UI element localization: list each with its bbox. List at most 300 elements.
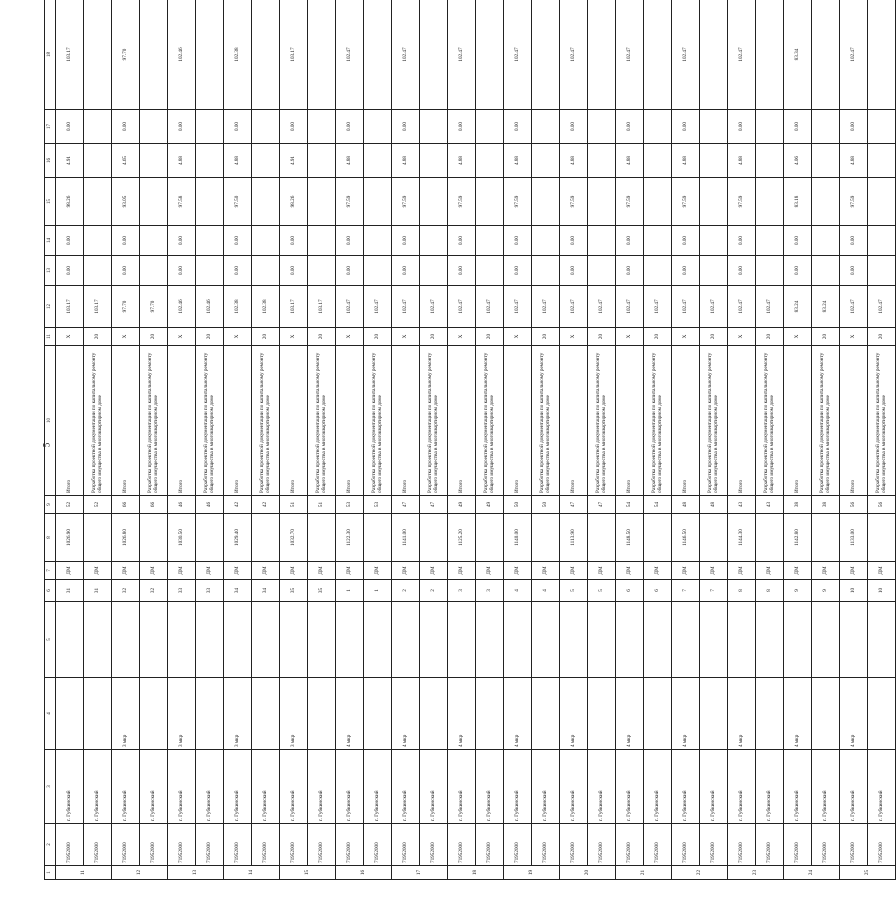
- empty-cell: [308, 226, 336, 256]
- unit: ДМ: [308, 562, 336, 580]
- table-row: [140, 0, 168, 880]
- empty-cell: [476, 514, 504, 562]
- code-9: 51: [280, 496, 308, 514]
- col-12: 102.47: [700, 286, 728, 328]
- header-cell: 8: [45, 514, 56, 562]
- empty-cell: [56, 602, 84, 678]
- empty-cell: [644, 110, 672, 144]
- col-16: 4.88: [672, 144, 700, 178]
- table-row: [728, 0, 756, 880]
- col-11: 20: [532, 328, 560, 346]
- col-11: X: [840, 328, 868, 346]
- code-9: 43: [756, 496, 784, 514]
- unit: ДМ: [56, 562, 84, 580]
- col-12: 103.17: [56, 286, 84, 328]
- empty-cell: [532, 514, 560, 562]
- address: 3 мкр: [224, 678, 252, 750]
- col-15: 97.59: [728, 178, 756, 226]
- header-cell: 14: [45, 226, 56, 256]
- empty-cell: [420, 226, 448, 256]
- table-row: [280, 0, 308, 880]
- table-row: [532, 0, 560, 880]
- col-16: 4.88: [336, 144, 364, 178]
- col-18: 97.70: [112, 0, 140, 110]
- col-13: 0.00: [56, 256, 84, 286]
- empty-cell: [476, 144, 504, 178]
- col-11: 20: [700, 328, 728, 346]
- col-18: 102.38: [224, 0, 252, 110]
- oktmo-code: 71952000: [252, 824, 280, 866]
- row-number: 25: [840, 866, 896, 880]
- col-12: 102.47: [392, 286, 420, 328]
- settlement: г. Губкинский: [812, 750, 840, 824]
- col-12: 102.47: [728, 286, 756, 328]
- unit: ДМ: [140, 562, 168, 580]
- unit: ДМ: [728, 562, 756, 580]
- empty-cell: [868, 0, 896, 110]
- area-value: 1030.50: [168, 514, 196, 562]
- empty-cell: [280, 602, 308, 678]
- settlement: г. Губкинский: [252, 750, 280, 824]
- empty-cell: [868, 144, 896, 178]
- unit: ДМ: [168, 562, 196, 580]
- code-9: 46: [196, 496, 224, 514]
- work-description: Разработка проектной документации по капитальному ремонту общего имущества в многоквартирном доме: [420, 346, 448, 496]
- house-number: 2: [420, 580, 448, 602]
- work-description: Итого: [728, 346, 756, 496]
- empty-cell: [756, 514, 784, 562]
- unit: ДМ: [196, 562, 224, 580]
- row-number: 24: [784, 866, 840, 880]
- house-number: 7: [672, 580, 700, 602]
- empty-cell: [644, 256, 672, 286]
- col-11: 20: [476, 328, 504, 346]
- settlement: г. Губкинский: [364, 750, 392, 824]
- empty-cell: [252, 226, 280, 256]
- header-cell: 6: [45, 580, 56, 602]
- oktmo-code: 71952000: [868, 824, 896, 866]
- empty-cell: [868, 226, 896, 256]
- settlement: г. Губкинский: [588, 750, 616, 824]
- col-11: X: [112, 328, 140, 346]
- col-14: 0.00: [112, 226, 140, 256]
- col-15: 83.18: [784, 178, 812, 226]
- settlement: г. Губкинский: [784, 750, 812, 824]
- oktmo-code: 71952000: [196, 824, 224, 866]
- col-11: X: [560, 328, 588, 346]
- table-row: [868, 0, 896, 880]
- oktmo-code: 71952000: [84, 824, 112, 866]
- work-description: Итого: [280, 346, 308, 496]
- header-cell: 10: [45, 346, 56, 496]
- area-value: 1140.00: [504, 514, 532, 562]
- house-number: 33: [196, 580, 224, 602]
- empty-cell: [364, 226, 392, 256]
- area-value: 1144.30: [728, 514, 756, 562]
- empty-cell: [700, 0, 728, 110]
- empty-cell: [532, 678, 560, 750]
- col-12: 102.46: [168, 286, 196, 328]
- empty-cell: [588, 514, 616, 562]
- empty-cell: [84, 602, 112, 678]
- capital-repair-table: [44, 0, 896, 880]
- col-15: 97.58: [168, 178, 196, 226]
- col-12: 102.47: [756, 286, 784, 328]
- empty-cell: [812, 0, 840, 110]
- oktmo-code: 71952000: [644, 824, 672, 866]
- col-12: 102.47: [532, 286, 560, 328]
- empty-cell: [196, 226, 224, 256]
- col-18: 83.34: [784, 0, 812, 110]
- work-description: Разработка проектной документации по капитальному ремонту общего имущества в многоквартирном доме: [812, 346, 840, 496]
- oktmo-code: 71952000: [840, 824, 868, 866]
- address: 3 мкр: [280, 678, 308, 750]
- col-18: 102.47: [448, 0, 476, 110]
- unit: ДМ: [504, 562, 532, 580]
- empty-cell: [840, 602, 868, 678]
- empty-cell: [168, 602, 196, 678]
- work-description: Итого: [336, 346, 364, 496]
- empty-cell: [364, 0, 392, 110]
- empty-cell: [476, 602, 504, 678]
- oktmo-code: 71952000: [672, 824, 700, 866]
- table-row: [252, 0, 280, 880]
- house-number: 5: [560, 580, 588, 602]
- settlement: г. Губкинский: [840, 750, 868, 824]
- col-13: 0.00: [280, 256, 308, 286]
- empty-cell: [476, 256, 504, 286]
- empty-cell: [252, 144, 280, 178]
- table-row: [84, 0, 112, 880]
- empty-cell: [644, 0, 672, 110]
- oktmo-code: 71952000: [532, 824, 560, 866]
- empty-cell: [588, 0, 616, 110]
- col-15: 97.59: [392, 178, 420, 226]
- table-body: [45, 0, 896, 880]
- settlement: г. Губкинский: [336, 750, 364, 824]
- settlement: г. Губкинский: [140, 750, 168, 824]
- address: 4 мкр: [560, 678, 588, 750]
- empty-cell: [644, 144, 672, 178]
- oktmo-code: 71952000: [56, 824, 84, 866]
- row-number: 16: [336, 866, 392, 880]
- empty-cell: [364, 514, 392, 562]
- empty-cell: [756, 256, 784, 286]
- code-9: 47: [588, 496, 616, 514]
- area-value: 1146.50: [672, 514, 700, 562]
- table-row: [336, 0, 364, 880]
- header-cell: 13: [45, 256, 56, 286]
- area-value: 1029.40: [224, 514, 252, 562]
- empty-cell: [560, 602, 588, 678]
- work-description: Разработка проектной документации по капитальному ремонту общего имущества в многоквартирном доме: [868, 346, 896, 496]
- col-18: 102.47: [840, 0, 868, 110]
- work-description: Итого: [840, 346, 868, 496]
- empty-cell: [588, 602, 616, 678]
- empty-cell: [812, 226, 840, 256]
- col-15: 97.59: [560, 178, 588, 226]
- house-number: 32: [112, 580, 140, 602]
- empty-cell: [84, 678, 112, 750]
- col-11: X: [280, 328, 308, 346]
- col-12: 97.70: [112, 286, 140, 328]
- col-13: 0.00: [840, 256, 868, 286]
- empty-cell: [252, 514, 280, 562]
- col-11: 20: [364, 328, 392, 346]
- col-13: 0.00: [392, 256, 420, 286]
- empty-cell: [196, 144, 224, 178]
- col-14: 0.00: [728, 226, 756, 256]
- col-15: 97.59: [504, 178, 532, 226]
- empty-cell: [196, 110, 224, 144]
- work-description: Итого: [224, 346, 252, 496]
- address: 4 мкр: [784, 678, 812, 750]
- area-value: 1142.80: [784, 514, 812, 562]
- col-15: 97.59: [616, 178, 644, 226]
- col-13: 0.00: [224, 256, 252, 286]
- unit: ДМ: [84, 562, 112, 580]
- work-description: Разработка проектной документации по капитальному ремонту общего имущества в многоквартирном доме: [140, 346, 168, 496]
- empty-cell: [308, 178, 336, 226]
- empty-cell: [196, 514, 224, 562]
- empty-cell: [140, 0, 168, 110]
- col-12: 103.17: [84, 286, 112, 328]
- col-11: X: [392, 328, 420, 346]
- col-18: 102.47: [560, 0, 588, 110]
- empty-cell: [532, 0, 560, 110]
- house-number: 31: [56, 580, 84, 602]
- row-number: 23: [728, 866, 784, 880]
- work-description: Итого: [168, 346, 196, 496]
- col-17: 0.00: [448, 110, 476, 144]
- unit: ДМ: [280, 562, 308, 580]
- empty-cell: [364, 256, 392, 286]
- work-description: Итого: [672, 346, 700, 496]
- header-cell: 4: [45, 678, 56, 750]
- col-12: 102.47: [504, 286, 532, 328]
- empty-cell: [140, 678, 168, 750]
- unit: ДМ: [784, 562, 812, 580]
- address: 4 мкр: [672, 678, 700, 750]
- empty-cell: [308, 0, 336, 110]
- col-14: 0.00: [392, 226, 420, 256]
- col-13: 0.00: [560, 256, 588, 286]
- col-15: 97.59: [840, 178, 868, 226]
- col-16: 4.91: [56, 144, 84, 178]
- empty-cell: [532, 256, 560, 286]
- code-9: 42: [224, 496, 252, 514]
- empty-cell: [476, 110, 504, 144]
- house-number: 5: [588, 580, 616, 602]
- empty-cell: [868, 256, 896, 286]
- header-cell: 12: [45, 286, 56, 328]
- code-9: 48: [700, 496, 728, 514]
- empty-cell: [420, 110, 448, 144]
- code-9: 48: [672, 496, 700, 514]
- col-18: 102.46: [168, 0, 196, 110]
- empty-cell: [196, 178, 224, 226]
- header-row: [45, 0, 56, 880]
- settlement: г. Губкинский: [672, 750, 700, 824]
- work-description: Разработка проектной документации по капитальному ремонту общего имущества в многоквартирном доме: [700, 346, 728, 496]
- col-16: 4.91: [280, 144, 308, 178]
- col-14: 0.00: [336, 226, 364, 256]
- empty-cell: [140, 514, 168, 562]
- empty-cell: [364, 602, 392, 678]
- col-13: 0.00: [504, 256, 532, 286]
- header-cell: 18: [45, 0, 56, 110]
- oktmo-code: 71952000: [588, 824, 616, 866]
- empty-cell: [868, 110, 896, 144]
- empty-cell: [700, 256, 728, 286]
- address: 4 мкр: [840, 678, 868, 750]
- empty-cell: [420, 602, 448, 678]
- col-14: 0.00: [840, 226, 868, 256]
- code-9: 47: [560, 496, 588, 514]
- work-description: Разработка проектной документации по капитальному ремонту общего имущества в многоквартирном доме: [84, 346, 112, 496]
- col-16: 4.88: [560, 144, 588, 178]
- empty-cell: [532, 226, 560, 256]
- col-12: 83.24: [784, 286, 812, 328]
- col-14: 0.00: [560, 226, 588, 256]
- code-9: 53: [364, 496, 392, 514]
- row-number: 15: [280, 866, 336, 880]
- area-value: 1026.90: [56, 514, 84, 562]
- row-number: 13: [168, 866, 224, 880]
- header-cell: 2: [45, 824, 56, 866]
- col-13: 0.00: [448, 256, 476, 286]
- empty-cell: [84, 144, 112, 178]
- table-row: [840, 0, 868, 880]
- empty-cell: [588, 178, 616, 226]
- empty-cell: [420, 678, 448, 750]
- col-18: 102.47: [616, 0, 644, 110]
- code-9: 51: [308, 496, 336, 514]
- work-description: Разработка проектной документации по капитальному ремонту общего имущества в многоквартирном доме: [196, 346, 224, 496]
- work-description: Разработка проектной документации по капитальному ремонту общего имущества в многоквартирном доме: [308, 346, 336, 496]
- empty-cell: [308, 110, 336, 144]
- empty-cell: [476, 226, 504, 256]
- empty-cell: [364, 110, 392, 144]
- col-11: X: [672, 328, 700, 346]
- table-row: [392, 0, 420, 880]
- col-17: 0.00: [224, 110, 252, 144]
- empty-cell: [756, 678, 784, 750]
- table-row: [672, 0, 700, 880]
- house-number: 4: [532, 580, 560, 602]
- empty-cell: [196, 678, 224, 750]
- address: 4 мкр: [448, 678, 476, 750]
- col-12: 102.47: [560, 286, 588, 328]
- oktmo-code: 71952000: [448, 824, 476, 866]
- empty-cell: [812, 256, 840, 286]
- empty-cell: [700, 178, 728, 226]
- code-9: 38: [812, 496, 840, 514]
- work-description: Итого: [112, 346, 140, 496]
- col-12: 103.17: [280, 286, 308, 328]
- unit: ДМ: [672, 562, 700, 580]
- oktmo-code: 71952000: [112, 824, 140, 866]
- row-number: 14: [224, 866, 280, 880]
- col-14: 0.00: [672, 226, 700, 256]
- oktmo-code: 71952000: [476, 824, 504, 866]
- empty-cell: [140, 178, 168, 226]
- table-row: [168, 0, 196, 880]
- settlement: г. Губкинский: [168, 750, 196, 824]
- work-description: Разработка проектной документации по капитальному ремонту общего имущества в многоквартирном доме: [364, 346, 392, 496]
- oktmo-code: 71952000: [392, 824, 420, 866]
- work-description: Разработка проектной документации по капитальному ремонту общего имущества в многоквартирном доме: [644, 346, 672, 496]
- header-cell: 9: [45, 496, 56, 514]
- work-description: Разработка проектной документации по капитальному ремонту общего имущества в многоквартирном доме: [532, 346, 560, 496]
- house-number: 34: [252, 580, 280, 602]
- code-9: 54: [616, 496, 644, 514]
- empty-cell: [532, 178, 560, 226]
- empty-cell: [364, 178, 392, 226]
- col-11: X: [784, 328, 812, 346]
- house-number: 35: [308, 580, 336, 602]
- unit: ДМ: [476, 562, 504, 580]
- table-row: [364, 0, 392, 880]
- oktmo-code: 71952000: [504, 824, 532, 866]
- unit: ДМ: [532, 562, 560, 580]
- row-number: 21: [616, 866, 672, 880]
- code-9: 49: [448, 496, 476, 514]
- empty-cell: [644, 178, 672, 226]
- empty-cell: [392, 602, 420, 678]
- empty-cell: [588, 678, 616, 750]
- empty-cell: [476, 678, 504, 750]
- empty-cell: [84, 226, 112, 256]
- empty-cell: [756, 144, 784, 178]
- empty-cell: [812, 144, 840, 178]
- col-16: 4.06: [784, 144, 812, 178]
- house-number: 31: [84, 580, 112, 602]
- table-row: [588, 0, 616, 880]
- empty-cell: [84, 0, 112, 110]
- empty-cell: [700, 678, 728, 750]
- empty-cell: [196, 256, 224, 286]
- col-17: 0.00: [336, 110, 364, 144]
- empty-cell: [308, 144, 336, 178]
- col-11: 20: [756, 328, 784, 346]
- settlement: г. Губкинский: [644, 750, 672, 824]
- col-16: 4.88: [392, 144, 420, 178]
- table-row: [476, 0, 504, 880]
- col-15: 97.59: [448, 178, 476, 226]
- header-cell: 3: [45, 750, 56, 824]
- col-11: X: [504, 328, 532, 346]
- unit: ДМ: [644, 562, 672, 580]
- code-9: 53: [336, 496, 364, 514]
- empty-cell: [84, 514, 112, 562]
- house-number: 33: [168, 580, 196, 602]
- work-description: Разработка проектной документации по капитальному ремонту общего имущества в многоквартирном доме: [756, 346, 784, 496]
- area-value: 1122.30: [336, 514, 364, 562]
- empty-cell: [700, 226, 728, 256]
- col-18: 102.47: [504, 0, 532, 110]
- col-16: 4.88: [616, 144, 644, 178]
- empty-cell: [700, 602, 728, 678]
- col-17: 0.00: [504, 110, 532, 144]
- page-number: 5: [41, 442, 52, 448]
- empty-cell: [252, 602, 280, 678]
- unit: ДМ: [560, 562, 588, 580]
- col-11: 20: [252, 328, 280, 346]
- empty-cell: [812, 178, 840, 226]
- code-9: 56: [840, 496, 868, 514]
- code-9: 66: [112, 496, 140, 514]
